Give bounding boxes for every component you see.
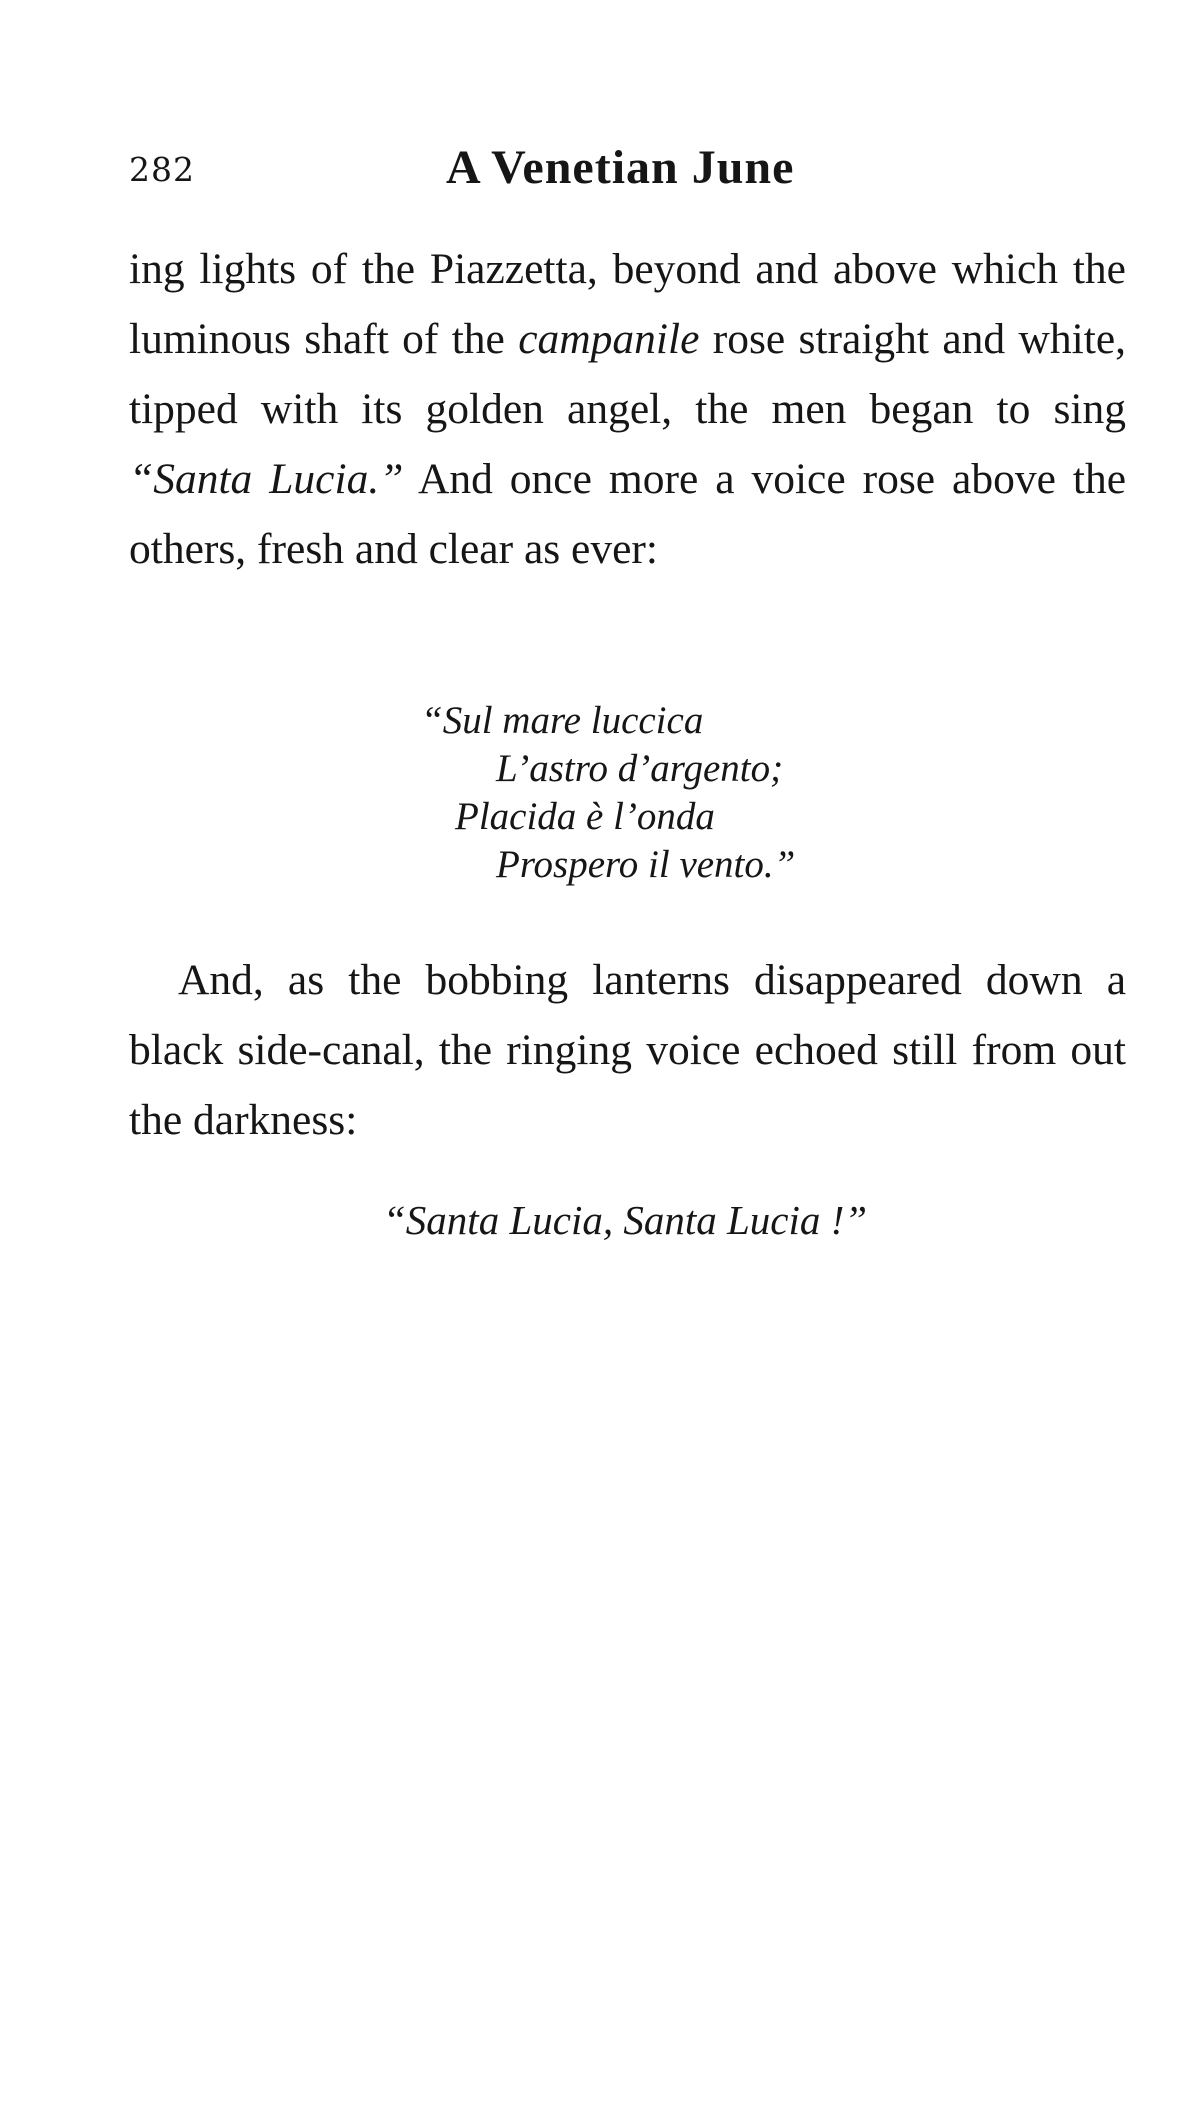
paragraph-2: And, as the bobbing lanterns disappeared down a black side-canal, the ringing voice echoed still from out the darkness: [129, 956, 1126, 1144]
verse-line-1: “Sul mare luccica [421, 699, 704, 742]
verse-line-4: Prospero il vento.” [496, 843, 796, 886]
running-head [129, 140, 1126, 200]
italic-song-title: “Santa Lucia.” [129, 455, 404, 503]
verse-line-3: Placida è l’onda [455, 795, 715, 838]
paragraph-1-text-b: rose straight and white, tipped with its golden angel, the men began to sing [129, 315, 1127, 433]
paragraph-1 [129, 234, 1126, 584]
verse-line-2: L’astro d’argento; [496, 747, 784, 790]
paragraph-1-text-c: And once more a voice rose above the others, fresh and clear as ever: [129, 455, 1126, 573]
book-title: A Venetian June [446, 141, 795, 194]
closing-verse-line: “Santa Lucia, Santa Lucia !” [383, 1197, 868, 1243]
paragraph-1-text-a: ing lights of the Piazzetta, beyond and above which the luminous shaft of the [129, 245, 1126, 363]
italic-word-campanile: campanile [518, 315, 700, 363]
page-number: 282 [129, 150, 195, 189]
